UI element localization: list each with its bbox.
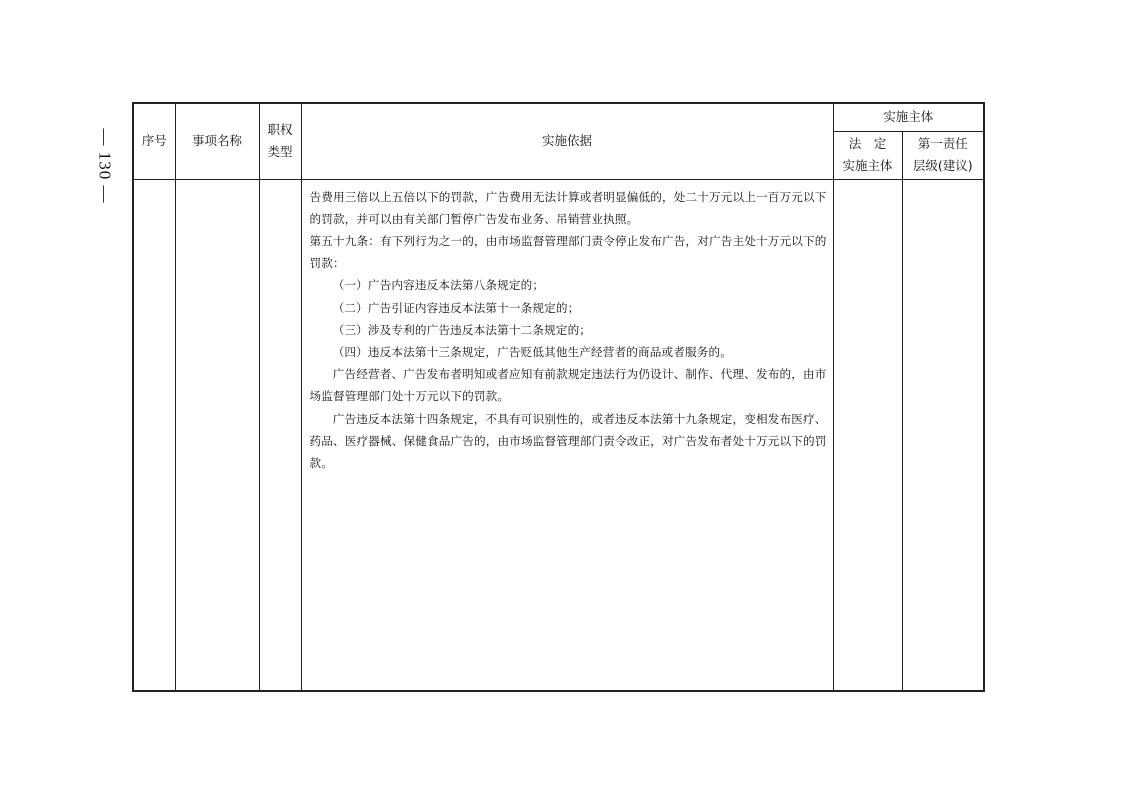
basis-paragraph: （三）涉及专利的广告违反本法第十二条规定的；	[332, 322, 592, 337]
basis-paragraph: （二）广告引证内容违反本法第十一条规定的；	[332, 300, 580, 315]
header-seq: 序号	[133, 103, 175, 179]
header-subject: 实施主体	[833, 103, 984, 131]
cell-power-type	[259, 179, 301, 691]
basis-paragraph: 广告经营者、广告发布者明知或者应知有前款规定违法行为仍设计、制作、代理、发布的，由市场监督管理部门处十万元以下的罚款。	[309, 367, 827, 404]
page-number-text: — 130 —	[95, 128, 114, 204]
header-first-level: 第一责任 层级(建议)	[902, 131, 984, 179]
cell-seq	[133, 179, 175, 691]
cell-basis	[301, 179, 833, 691]
basis-paragraph: 第五十九条：有下列行为之一的，由市场监督管理部门责令停止发布广告，对广告主处十万元以下的罚款：	[309, 233, 827, 271]
page-number	[76, 124, 132, 208]
authority-table	[132, 102, 985, 692]
header-power-type-text: 职权类型	[267, 122, 293, 160]
cell-legal-subject	[833, 179, 902, 691]
header-legal-subject: 法 定 实施主体	[833, 131, 902, 179]
header-power-type	[259, 103, 301, 179]
header-item-name: 事项名称	[175, 103, 259, 179]
basis-paragraph: （一）广告内容违反本法第八条规定的；	[332, 278, 545, 293]
cell-first-level	[902, 179, 984, 691]
basis-paragraph: 告费用三倍以上五倍以下的罚款，广告费用无法计算或者明显偏低的，处二十万元以上一百万元以下的罚款，并可以由有关部门暂停广告发布业务、吊销营业执照。	[309, 189, 827, 226]
basis-paragraph: （四）违反本法第十三条规定，广告贬低其他生产经营者的商品或者服务的。	[332, 344, 732, 359]
basis-paragraph: 广告违反本法第十四条规定，不具有可识别性的，或者违反本法第十九条规定，变相发布医疗、药品、医疗器械、保健食品广告的，由市场监督管理部门责令改正，对广告发布者处十万元以下的罚款。	[309, 411, 827, 470]
header-basis: 实施依据	[301, 103, 833, 179]
cell-item-name	[175, 179, 259, 691]
